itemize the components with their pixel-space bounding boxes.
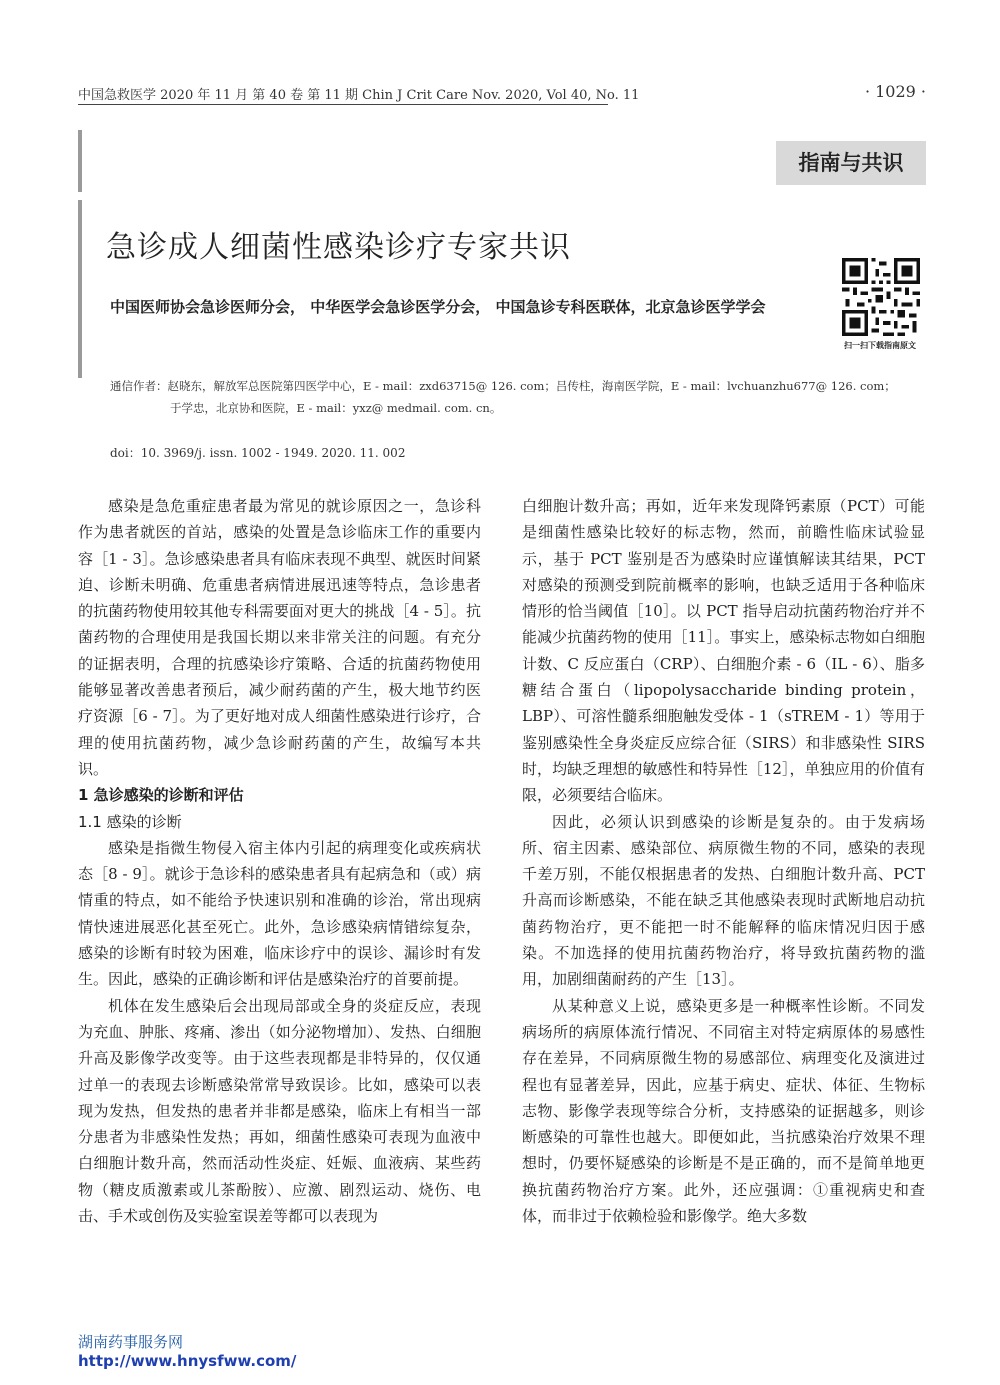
section-heading: 1 急诊感染的诊断和评估 [78,786,244,805]
right-column [522,493,925,1229]
qr-caption: 扫一扫下载指南原文 [844,341,916,350]
correspondence-line: 通信作者：赵晓东，解放军总医院第四医学中心，E - mail：zxd63715@ 126. com；吕传柱，海南医学院，E - mail：lvchuanzhu677@ 126. com； [110,379,896,393]
decorative-bar [78,200,82,378]
paragraph: 白细胞计数升高；再如，近年来发现降钙素原（PCT）可能是细菌性感染比较好的标志物，然而，前瞻性临床试验显示，基于 PCT 鉴别是否为感染时应谨慎解读其结果，PCT 对感染的预测受到院前概率的影响，也缺乏适用于各种临床情形的恰当阈值［10］。以 PCT 指导启动抗菌药物治疗并不能减少抗菌药物的使用［11］。事实上，感染标志物如白细胞计数、C 反应蛋白（CRP）、白细胞介素 - 6（IL - 6）、脂多糖结合蛋白（lipopolysaccharide binding protein，LBP）、可溶性髓系细胞触发受体 - 1（sTREM - 1）等用于鉴别感染性全身炎症反应综合征（SIRS）和非感染性 SIRS 时，均缺乏理想的敏感性和特异性［12］，单独应用的价值有限，必须要结合临床。 [522,497,925,805]
paragraph: 机体在发生感染后会出现局部或全身的炎症反应，表现为充血、肿胀、疼痛、渗出（如分泌物增加）、发热、白细胞升高及影像学改变等。由于这些表现都是非特异的，仅仅通过单一的表现去诊断感染常常导致误诊。比如，感染可以表现为发热，但发热的患者并非都是感染，临床上有相当一部分患者为非感染性发热；再如，细菌性感染可表现为血液中白细胞计数升高，然而活动性炎症、妊娠、血液病、某些药物（糖皮质激素或儿茶酚胺）、应激、剧烈运动、烧伤、电击、手术或创伤及实验室误差等都可以表现为 [78,996,481,1226]
paragraph: 因此，必须认识到感染的诊断是复杂的。由于发病场所、宿主因素、感染部位、病原微生物的不同，感染的表现千差万别，不能仅根据患者的发热、白细胞计数升高、PCT 升高而诊断感染，不能在缺乏其他感染表现时武断地启动抗菌药物治疗，更不能把一时不能解释的临床情况归因于感染。不加选择的使用抗菌药物治疗，将导致抗菌药物的滥用，加剧细菌耐药的产生［13］。 [522,812,925,989]
decorative-bar [78,130,82,192]
running-title: 中国急救医学 2020 年 11 月 第 40 卷 第 11 期 Chin J Crit Care Nov. 2020, Vol 40, No. 11 [78,88,640,103]
category-label: 指南与共识 [776,141,926,185]
article-title: 急诊成人细菌性感染诊疗专家共识 [106,230,571,265]
page-number: · 1029 · [864,82,926,101]
correspondence-line: 于学忠，北京协和医院，E - mail：yxz@ medmail. com. cn。 [170,401,502,415]
subsection-heading: 1.1 感染的诊断 [78,812,182,831]
paragraph: 感染是急危重症患者最为常见的就诊原因之一，急诊科作为患者就医的首站，感染的处置是急诊临床工作的重要内容［1 - 3］。急诊感染患者具有临床表现不典型、就医时间紧迫、诊断未明确、危重患者病情进展迅速等特点，急诊患者的抗菌药物使用较其他专科需要面对更大的挑战［4 - 5］。抗菌药物的合理使用是我国长期以来非常关注的问题。有充分的证据表明，合理的抗感染诊疗策略、合适的抗菌药物使用能够显著改善患者预后，减少耐药菌的产生，极大地节约医疗资源［6 - 7］。为了更好地对成人细菌性感染进行诊疗，合理的使用抗菌药物，减少急诊耐药菌的产生，故编写本共识。 [78,497,481,778]
header-rule [78,104,608,105]
paragraph: 感染是指微生物侵入宿主体内引起的病理变化或疾病状态［8 - 9］。就诊于急诊科的感染患者具有起病急和（或）病情重的特点，如不能给予快速识别和准确的诊治，常出现病情快速进展恶化甚至死亡。此外，急诊感染病情错综复杂，感染的诊断有时较为困难，临床诊疗中的误诊、漏诊时有发生。因此，感染的正确诊断和评估是感染治疗的首要前提。 [78,838,481,989]
paragraph: 从某种意义上说，感染更多是一种概率性诊断。不同发病场所的病原体流行情况、不同宿主对特定病原体的易感性存在差异，不同病原微生物的易感部位、病理变化及演进过程也有显著差异，因此，应基于病史、症状、体征、生物标志物、影像学表现等综合分析，支持感染的证据越多，则诊断感染的可靠性也越大。即便如此，当抗感染治疗效果不理想时，仍要怀疑感染的诊断是不是正确的，而不是简单地更换抗菌药物治疗方案。此外，还应强调：①重视病史和查体，而非过于依赖检验和影像学。绝大多数 [522,996,925,1226]
doi[interactable]: doi：10. 3969/j. issn. 1002 - 1949. 2020. 11. 002 [110,446,406,460]
qr-code-icon[interactable] [842,258,920,336]
author-list: 中国医师协会急诊医师分会， 中华医学会急诊医学分会， 中国急诊专科医联体，北京急诊医学学会 [110,298,766,316]
left-column [78,493,481,1229]
correspondence [110,375,940,419]
watermark-url-link[interactable]: http://www.hnysfww.com/ [78,1352,297,1370]
running-header [78,84,926,103]
watermark-site-name: 湖南药事服务网 [78,1333,184,1351]
